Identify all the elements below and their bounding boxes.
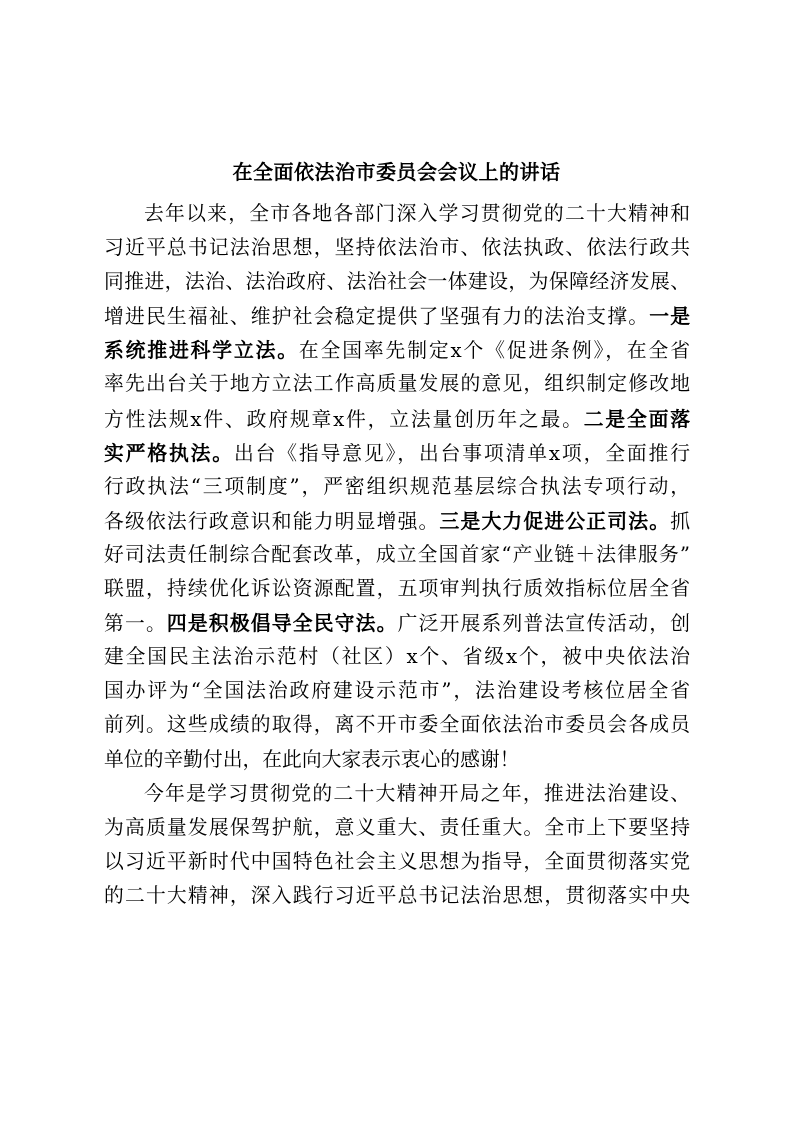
body-text: 为高质量发展保驾护航，意义重大、责任重大。全市上下要坚持 <box>104 815 690 839</box>
text-line <box>104 674 690 708</box>
text-line <box>104 640 690 674</box>
text-line <box>104 333 690 367</box>
body-text: 今年是学习贯彻党的二十大精神开局之年，推进法治建设、 <box>144 781 690 805</box>
text-line <box>104 436 690 470</box>
paragraph <box>104 197 690 777</box>
body-text: 第一。 <box>104 612 167 636</box>
highlight-text: 实严格执法。 <box>104 440 234 465</box>
body-text: 在全国率先制定x个《促进条例》，在全省 <box>298 339 690 363</box>
body-text: 好司法责任制综合配套改革，成立全国首家“产业链＋法律服务” <box>104 542 690 566</box>
text-line <box>104 504 690 538</box>
highlight-text: 四是积极倡导全民守法。 <box>166 611 398 636</box>
document-body <box>104 197 690 913</box>
paragraph <box>104 777 690 913</box>
body-text: 率先出台关于地方立法工作高质量发展的意见，组织制定修改地 <box>104 372 690 396</box>
body-text: 同推进，法治、法治政府、法治社会一体建设，为保障经济发展、 <box>104 270 690 294</box>
highlight-text: 一是 <box>649 304 690 329</box>
text-line <box>104 708 690 742</box>
text-line <box>104 606 690 640</box>
document-title: 在全面依法治市委员会会议上的讲话 <box>232 160 561 184</box>
text-line <box>104 811 690 845</box>
text-line <box>104 265 690 299</box>
text-line <box>104 743 690 777</box>
body-text: 前列。这些成绩的取得，离不开市委全面依法治市委员会各成员 <box>104 713 690 737</box>
body-text: 的二十大精神，深入践行习近平总书记法治思想，贯彻落实中央 <box>104 883 690 907</box>
text-line <box>104 299 690 333</box>
body-text: 单位的辛勤付出，在此向大家表示衷心的感谢！ <box>104 747 520 771</box>
body-text: 去年以来，全市各地各部门深入学习贯彻党的二十大精神和 <box>144 202 690 225</box>
highlight-text: 系统推进科学立法。 <box>104 338 299 363</box>
body-text: 增进民生福祉、维护社会稳定提供了坚强有力的法治支撑。 <box>104 305 650 329</box>
body-text: 抓 <box>670 509 690 533</box>
body-text: 联盟，持续优化诉讼资源配置，五项审判执行质效指标位居全省 <box>104 577 690 601</box>
highlight-text: 二是全面落 <box>583 406 690 431</box>
highlight-text: 三是大力促进公正司法。 <box>439 508 671 533</box>
text-line <box>104 367 690 401</box>
body-text: 建全国民主法治示范村（社区）x个、省级x个，被中央依法治 <box>104 645 690 669</box>
body-text: 行政执法“三项制度”，严密组织规范基层综合执法专项行动， <box>104 474 690 498</box>
text-line <box>104 470 690 504</box>
body-text: 出台《指导意见》，出台事项清单x项，全面推行 <box>233 441 690 465</box>
text-line <box>104 845 690 879</box>
body-text: 广泛开展系列普法宣传活动，创 <box>397 612 690 636</box>
body-text: 各级依法行政意识和能力明显增强。 <box>104 509 440 533</box>
text-line <box>104 197 690 231</box>
text-line <box>104 402 690 436</box>
text-line <box>104 777 690 811</box>
body-text: 习近平总书记法治思想，坚持依法治市、依法执政、依法行政共 <box>104 236 690 260</box>
text-line <box>104 572 690 606</box>
text-line <box>104 879 690 913</box>
text-line <box>104 538 690 572</box>
body-text: 国办评为“全国法治政府建设示范市”，法治建设考核位居全省 <box>104 679 690 703</box>
body-text: 方性法规x件、政府规章x件，立法量创历年之最。 <box>104 407 584 431</box>
body-text: 以习近平新时代中国特色社会主义思想为指导，全面贯彻落实党 <box>104 849 690 873</box>
text-line <box>104 231 690 265</box>
